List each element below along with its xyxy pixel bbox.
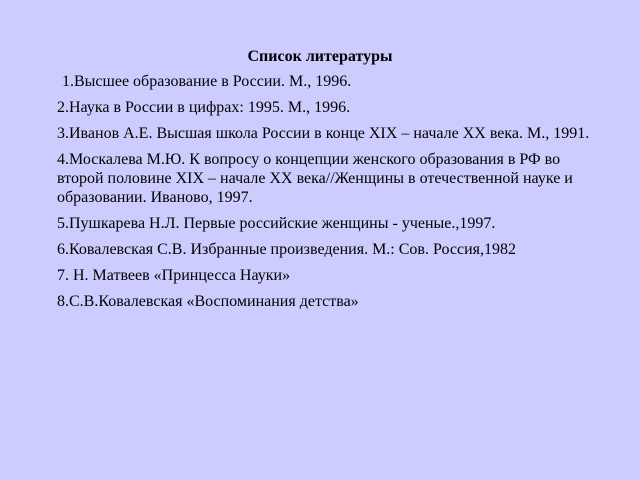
reference-list	[57, 72, 597, 318]
slide-title: Список литературы	[247, 48, 393, 65]
reference-item-8: 8.С.В.Ковалевская «Воспоминания детства»	[57, 293, 359, 310]
reference-item-1: 1.Высшее образование в России. М., 1996.	[62, 73, 352, 90]
reference-item-6: 6.Ковалевская С.В. Избранные произведения. М.: Сов. Россия,1982	[57, 241, 516, 258]
reference-item-4: 4.Москалева М.Ю. К вопросу о концепции женского образования в РФ во второй половине XIX – начале XX века//Женщины в отечественной науке и образовании. Иваново, 1997.	[57, 151, 573, 206]
reference-item-3: 3.Иванов А.Е. Высшая школа России в конце XIX – начале XX века. М., 1991.	[57, 125, 590, 142]
reference-item-7: 7. Н. Матвеев «Принцесса Науки»	[57, 267, 291, 284]
reference-item-5: 5.Пушкарева Н.Л. Первые российские женщины - ученые.,1997.	[57, 215, 496, 232]
reference-item-2: 2.Наука в России в цифрах: 1995. М., 1996.	[57, 99, 351, 116]
